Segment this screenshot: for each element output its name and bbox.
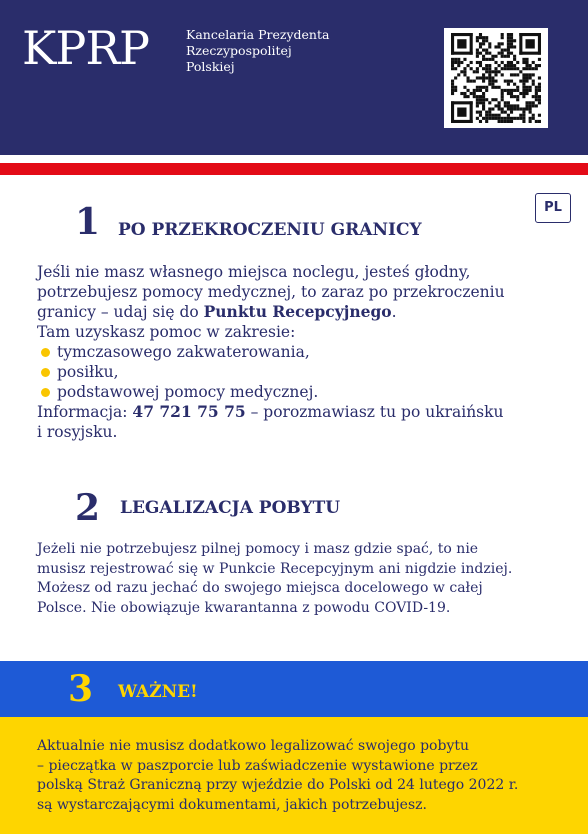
list-item	[37, 362, 567, 382]
section-2-line-2: musisz rejestrować się w Punkcie Recepcyjnym ani nigdzie indziej.	[37, 560, 513, 577]
section-3-line-1: Aktualnie nie musisz dodatkowo legalizować swojego pobytu	[37, 738, 470, 754]
section-1-line-3	[37, 302, 567, 322]
header-banner	[0, 0, 588, 155]
flag-stripe-white	[0, 155, 588, 163]
list-item-text: posiłku,	[57, 363, 119, 381]
flag-stripe-red	[0, 163, 588, 175]
section-2-line-1: Jeżeli nie potrzebujesz pilnej pomocy i masz gdzie spać, to nie	[37, 541, 479, 557]
org-line-2: Rzeczypospolitej	[186, 43, 292, 58]
help-list	[37, 342, 567, 402]
section-2-number: 2	[75, 487, 101, 529]
section-1-title: PO PRZEKROCZENIU GRANICY	[118, 220, 422, 240]
section-3-body	[37, 737, 567, 815]
info-line	[37, 402, 567, 422]
section-3-title: WAŻNE!	[118, 682, 198, 702]
info-phone[interactable]: 47 721 75 75	[132, 402, 246, 421]
section-1-number: 1	[75, 201, 101, 243]
line-3-prefix: granicy – udaj się do	[37, 303, 204, 321]
section-2-line-3: Możesz od razu jechać do swojego miejsca docelowego w całej	[37, 580, 483, 596]
list-item	[37, 382, 567, 402]
org-line-1: Kancelaria Prezydenta	[186, 27, 330, 42]
info-suffix: – porozmawiasz tu po ukraińsku	[245, 403, 504, 421]
info-label: Informacja:	[37, 403, 133, 421]
section-3-number: 3	[68, 668, 94, 710]
list-item	[37, 342, 567, 362]
qr-code[interactable]	[444, 28, 548, 128]
section-3-line-4: są wystarczającymi dokumentami, jakich potrzebujesz.	[37, 796, 427, 813]
ukraine-flag-blue-band	[0, 661, 588, 717]
section-2-title: LEGALIZACJA POBYTU	[120, 498, 341, 518]
section-1-body	[37, 262, 567, 442]
bullet-dot-icon	[41, 348, 50, 357]
list-item-text: tymczasowego zakwaterowania,	[57, 343, 310, 361]
section-2-body	[37, 540, 567, 618]
line-3-suffix: .	[391, 303, 397, 321]
section-2-line-4: Polsce. Nie obowiązuje kwarantanna z powodu COVID-19.	[37, 599, 451, 616]
language-badge: PL	[535, 193, 571, 223]
organization-name	[186, 27, 329, 75]
section-3-line-2: – pieczątka w paszporcie lub zaświadczenie wystawione przez	[37, 757, 478, 774]
list-item-text: podstawowej pomocy medycznej.	[57, 383, 319, 401]
kprp-logo: KPRP	[22, 21, 149, 75]
org-line-3: Polskiej	[186, 59, 235, 74]
bullet-dot-icon	[41, 388, 50, 397]
section-3-line-3: polską Straż Graniczną przy wjeździe do Polski od 24 lutego 2022 r.	[37, 777, 519, 793]
info-line-2: i rosyjsku.	[37, 423, 118, 441]
help-intro: Tam uzyskasz pomoc w zakresie:	[37, 323, 296, 341]
section-1-line-1: Jeśli nie masz własnego miejsca noclegu, jesteś głodny,	[37, 263, 471, 281]
section-1-line-2: potrzebujesz pomocy medycznej, to zaraz po przekroczeniu	[37, 283, 505, 301]
reception-point-emphasis: Punktu Recepcyjnego	[203, 302, 392, 321]
qr-code-icon	[451, 33, 541, 123]
bullet-dot-icon	[41, 368, 50, 377]
